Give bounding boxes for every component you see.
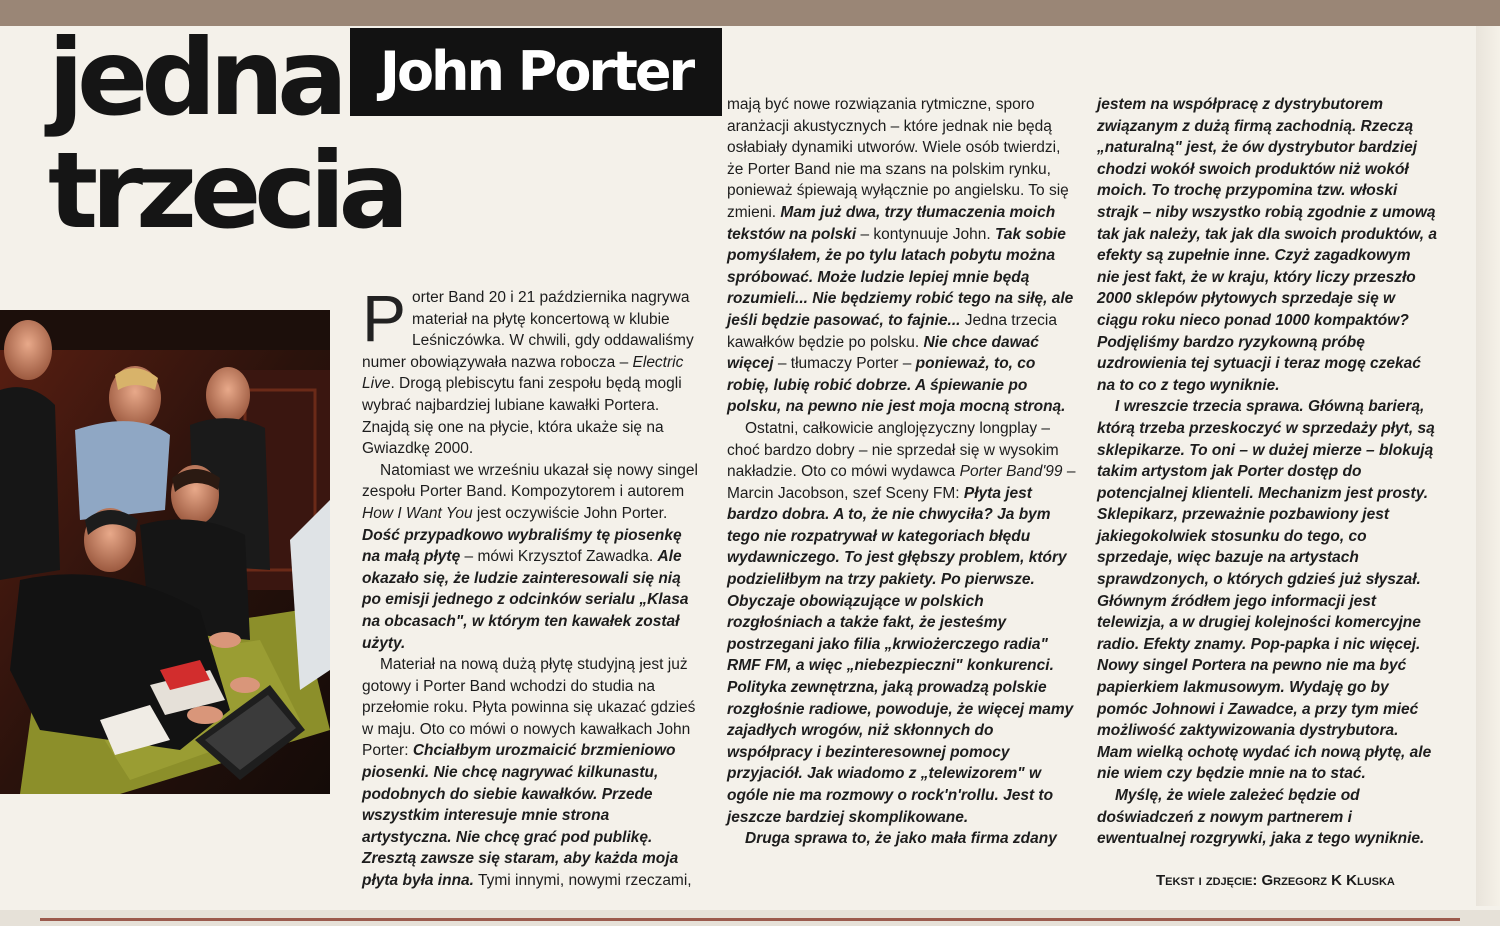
text-run: Myślę, że wiele zależeć będzie od doświadczeń z nowym partnerem i ewentualnej rozgrywki, jaka z tego wyniknie. [1097,787,1425,848]
text-run: – mówi Krzysztof Zawadka. [460,548,658,566]
text-run: jest oczywiście John Porter. [472,504,668,522]
text-run: – tłumaczy Porter – [773,355,916,373]
paragraph [362,654,700,892]
text-run: I wreszcie trzecia sprawa. Główną barierą, którą trzeba przeskoczyć w sprzedaży płyt, są sklepikarze. To oni – w dużej mierze – blokują takim artystom jak Porter dostęp do potencjalnej klienteli. Mechanizm jest prosty. Sklepikarz, przeważnie pozbawiony jest jakiegokolwiek stosunku do tego, co sprzedaje, więc bazuje na artystach sprawdzonych, o których gdzieś już słyszał. Głównym źródłem jego informacji jest telewizja, a w drugiej kolejności komercyjne radio. Efekty znamy. Pop-papka i nic więcej. Nowy singel Portera na pewno nie ma być papierkiem lakmusowym. Wydaję go by pomóc Johnowi i Zawadce, a przy tym mieć możliwość zaktywizowania dystrybutora. Mam wielką ochotę wydać ich nową płytę, ale nie wiem czy będzie mnie na to stać. [1097,398,1435,783]
name-banner [350,28,722,116]
text-run: Natomiast we wrześniu ukazał się nowy singel zespołu Porter Band. Kompozytorem i autorem [362,461,698,501]
text-run: Electric Live [362,353,684,393]
text-run: How I Want You [362,504,473,522]
text-run: jestem na współpracę z dystrybutorem związanym z dużą firmą zachodnią. Rzeczą „naturalną" jest, że ów dystrybutor bardziej chodzi wokół swoich produktów niż wokół moich. To trochę przypomina tzw. włoski strajk – niby wszystko robią zgodnie z umową tak jak należy, tak jak dla swoich produktów, a efekty są zupełnie inne. Czyż zagadkowym nie jest fakt, że w kraju, który liczy przeszło 2000 sklepów płytowych sprzedaje się w ciągu roku nieco ponad 1000 kompaktów? Podjęliśmy bardzo ryzykowną próbę uzdrowienia tej sytuacji i teraz mogę czekać na to co z tego wyniknie. [1097,96,1437,394]
text-run: Druga sprawa to, że jako mała firma zdany [745,830,1057,848]
paragraph [1097,785,1437,850]
text-run: Dość przypadkowo wybraliśmy tę piosenkę na małą płytę [362,526,682,566]
headline-line-1: jedna [48,17,341,139]
paragraph [1097,396,1437,785]
text-run: Jedna trzecia kawałków będzie po polsku. [727,311,1057,351]
text-run: – Marcin Jacobson, szef Sceny FM: [727,463,1076,502]
paragraph [362,281,700,460]
paragraph [727,94,1077,418]
author-credit: Tekst i zdjęcie: Grzegorz K Kluska [1156,872,1395,889]
text-run: orter Band 20 i 21 października nagrywa materiał na płytę koncertową w klubie Leśniczówka. W chwili, gdy oddawaliśmy numer obowiązywała nazwa robocza – [362,289,694,371]
article-column-3 [1097,94,1437,850]
page-edge [1476,26,1500,906]
paragraph [727,828,1077,850]
drop-cap: P [362,281,407,355]
paragraph [362,460,700,654]
artist-name: John Porter [379,40,693,103]
bottom-accent-line [40,918,1460,921]
text-run: – kontynuuje John. [856,225,995,243]
text-run: Chciałbym urozmaicić brzmieniowo piosenki. Nie chcę nagrywać kilkunastu, podobnych do siebie kawałków. Przede wszystkim interesuje mnie strona artystyczna. Nie chcę grać pod publikę. Zresztą zawsze się staram, aby każda moja płyta była inna. [362,742,679,890]
text-run: ponieważ, to, co robię, lubię robić dobrze. A śpiewanie po polsku, na pewno nie jest moja mocną stroną. [727,355,1066,416]
text-run: mają być nowe rozwiązania rytmiczne, sporo aranżacji akustycznych – które jednak nie będą osłabiały dynamiki utworów. Wiele osób twierdzi, że Porter Band nie ma szans na polskim rynku, ponieważ śpiewają wyłącznie po angielsku. To się zmieni. [727,96,1069,221]
text-run: Materiał na nową dużą płytę studyjną jest już gotowy i Porter Band wchodzi do studia na przełomie roku. Płyta powinna się ukazać gdzieś w maju. Oto co mówi o nowych kawałkach John Porter: [362,656,696,760]
text-run: Ostatni, całkowicie anglojęzyczny longplay – choć bardzo dobry – nie sprzedał się w wysokim nakładzie. Oto co mówi wydawca [727,419,1059,481]
headline-line-2: trzecia [48,130,403,253]
text-run: Porter Band'99 [959,463,1063,481]
band-photo [0,310,330,794]
text-run: . Drogą plebiscytu fani zespołu będą mogli wybrać najbardziej lubiane kawałki Portera. Znajdą się one na płycie, która ukaże się na Gwiazdkę 2000. [362,375,682,458]
paragraph [727,418,1077,828]
article-column-1 [362,281,700,892]
text-run: Tymi innymi, nowymi rzeczami, [473,872,692,890]
article-column-2 [727,94,1077,850]
paragraph [1097,94,1437,396]
text-run: Płyta jest bardzo dobra. A to, że nie chwyciła? Ja bym tego nie rozpatrywał w kategoriach błędu wydawniczego. To jest głębszy problem, który podzieliłbym na trzy pakiety. Po pierwsze. Obyczaje obowiązujące w polskich rozgłośniach a także fakt, że jesteśmy postrzegani jako filia „krwiożerczego radia" RMF FM, a więc „niebezpieczni" konkurenci. Polityka zewnętrzna, jaką prowadzą polskie rozgłośnie radiowe, powoduje, że więcej mamy zajadłych wrogów, niż skłonnych do współpracy i bezinteresownej pomocy przyjaciół. Jak wiadomo z „telewizorem" w ogóle nie ma rozmowy o rock'n'rollu. Jest to jeszcze bardziej skomplikowane. [727,484,1074,826]
text-run: Nie chce dawać więcej [727,333,1039,373]
text-run: Ale okazało się, że ludzie zainteresowali się nią po emisji jednego z odcinków serialu „Klasa na obcasach", w którym ten kawałek został użyty. [362,548,689,652]
text-run: Mam już dwa, trzy tłumaczenia moich tekstów na polski [727,203,1056,243]
band-members-at-computer-photo [0,310,330,794]
text-run: Tak sobie pomyślałem, że po tylu latach pobytu można spróbować. Może ludzie lepiej mnie będą rozumieli... Nie będziemy robić tego na siłę, ale jeśli będzie pasować, to fajnie... [727,225,1074,329]
